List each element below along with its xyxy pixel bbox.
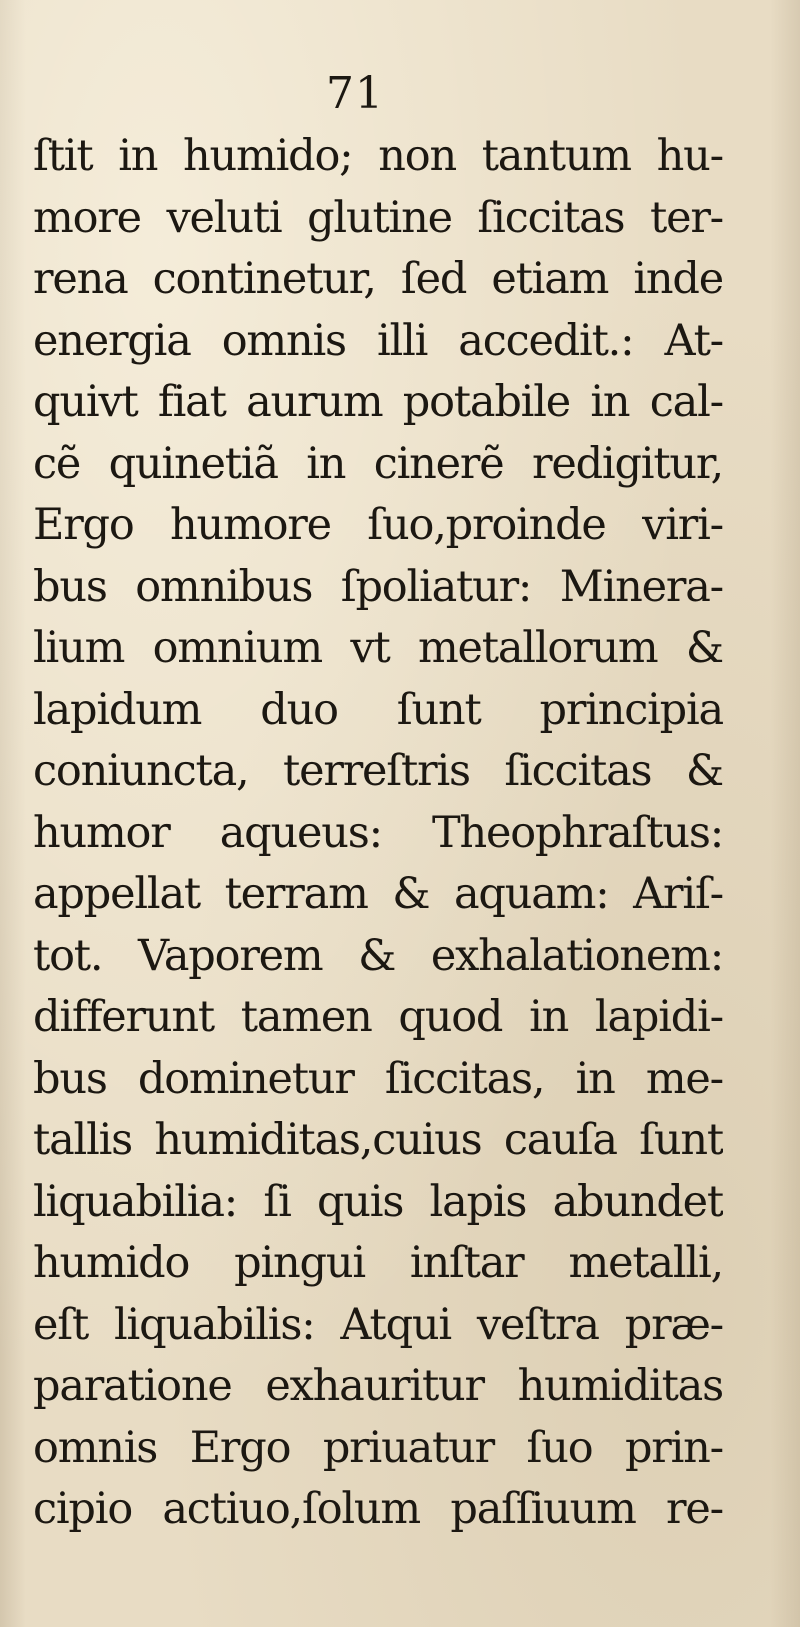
text-line: cipio actiuo,ſolum paſſiuum re-	[33, 1484, 723, 1534]
text-line: bus dominetur ſiccitas, in me-	[33, 1053, 723, 1104]
text-line: humido pingui inſtar metalli,	[33, 1238, 723, 1288]
text-line: cẽ quinetiã in cinerẽ redigitur,	[33, 438, 723, 489]
body-text	[33, 126, 723, 1541]
text-line: paratione exhauritur humiditas	[33, 1361, 723, 1411]
text-line: humor aqueus: Theophraſtus:	[33, 807, 723, 858]
text-line: bus omnibus ſpoliatur: Minera-	[33, 561, 723, 612]
text-line: more veluti glutine ſiccitas ter-	[33, 192, 723, 243]
text-line: omnis Ergo priuatur ſuo prin-	[33, 1422, 723, 1473]
text-line: lium omnium vt metallorum &	[33, 623, 723, 673]
text-line: appellat terram & aquam: Ariſ-	[33, 869, 723, 919]
text-line: quivt fiat aurum potabile in cal-	[33, 377, 723, 427]
text-line: tallis humiditas,cuius cauſa ſunt	[33, 1115, 723, 1165]
text-line: differunt tamen quod in lapidi-	[33, 992, 723, 1042]
text-line: eſt liquabilis: Atqui veſtra præ-	[33, 1299, 723, 1350]
text-line: Ergo humore ſuo,proinde viri-	[33, 500, 723, 550]
text-line: tot. Vaporem & exhalationem:	[33, 930, 723, 981]
text-line: ſtit in humido; non tantum hu-	[33, 131, 723, 181]
text-line: liquabilia: ſi quis lapis abundet	[33, 1176, 723, 1227]
text-line: coniuncta, terreſtris ſiccitas &	[33, 746, 723, 796]
text-line: lapidum duo ſunt principia	[33, 684, 723, 735]
text-line: rena continetur, ſed etiam inde	[33, 254, 723, 304]
page-number: 71	[326, 68, 384, 119]
text-line: energia omnis illi accedit.: At-	[33, 315, 723, 366]
